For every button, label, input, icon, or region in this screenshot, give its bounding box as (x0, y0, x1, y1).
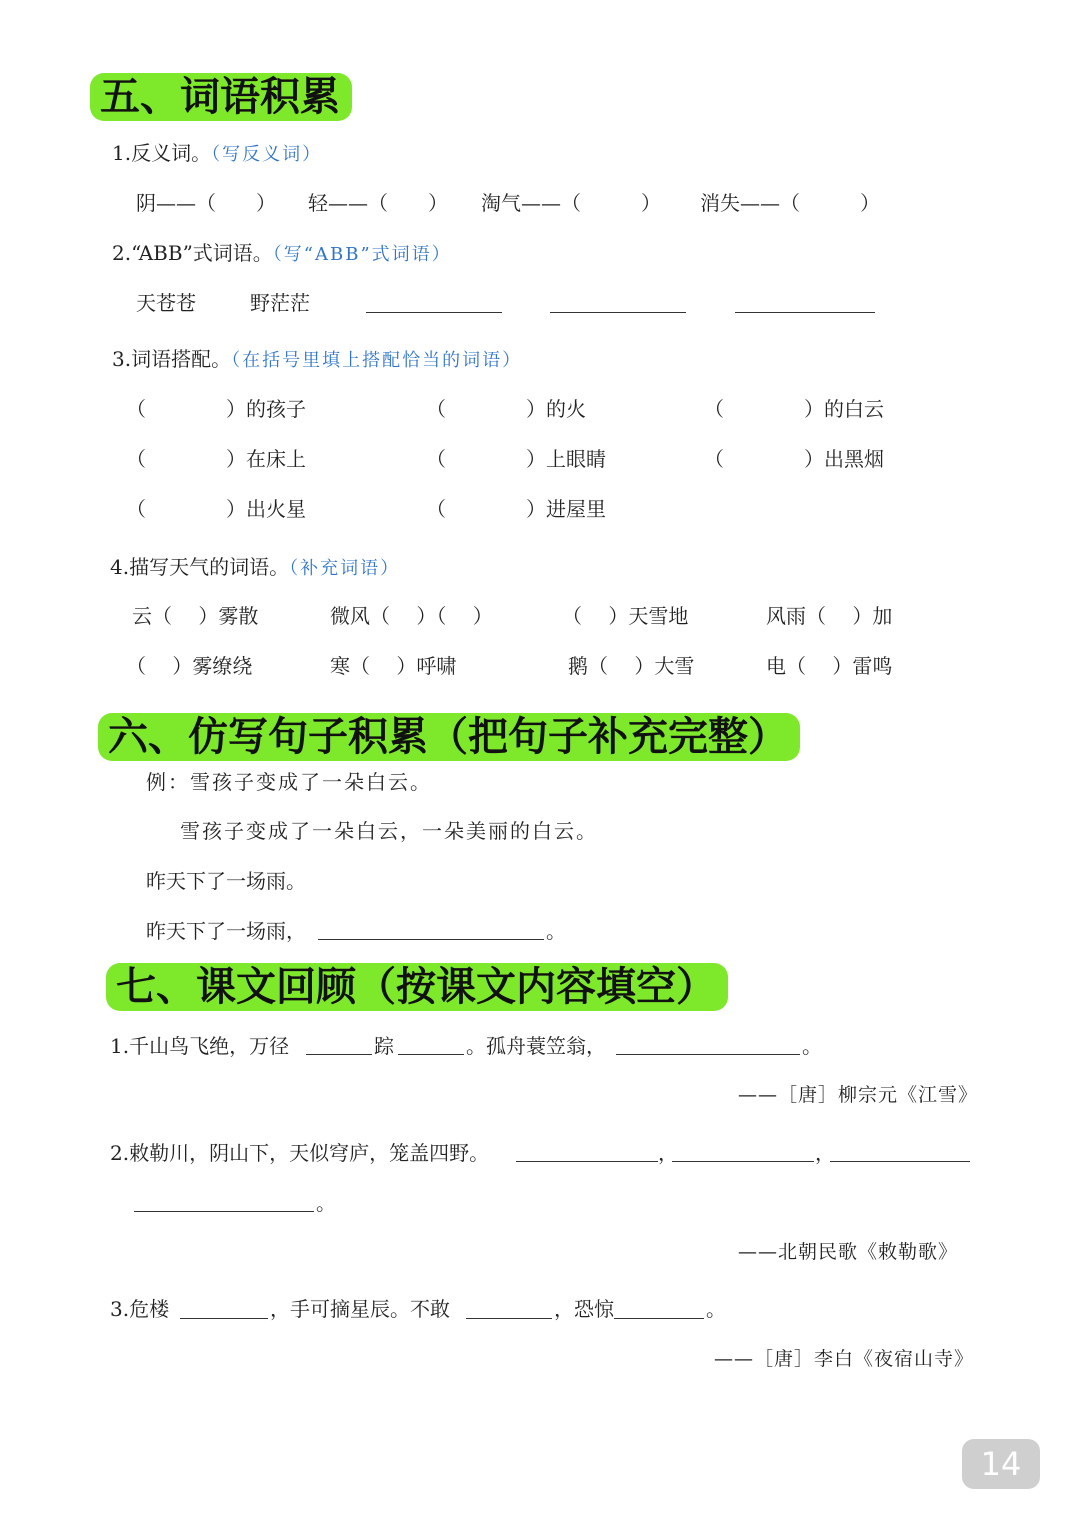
poem2-comma: ， (658, 1141, 678, 1165)
poem1-part: 踪 (374, 1034, 394, 1058)
q1-title: 1.反义词。 (112, 141, 212, 165)
section-6-heading: 六、仿写句子积累（把句子补充完整） (98, 713, 800, 761)
poem1-blank[interactable] (306, 1054, 372, 1055)
poem3-source: ——［唐］李白《夜宿山寺》 (714, 1348, 975, 1370)
poem3-part: ，手可摘星辰。不敢 (270, 1297, 450, 1321)
q3-label (112, 343, 522, 372)
poem2-blank[interactable] (830, 1161, 970, 1162)
q1-label (112, 137, 322, 166)
poem2-blank[interactable] (516, 1161, 658, 1162)
q4-hint: （补充词语） (289, 558, 401, 579)
poem3-part: 。 (706, 1297, 726, 1321)
practice-sentence: 昨天下了一场雨。 (146, 869, 306, 893)
poem3-part: 3.危楼 (110, 1297, 170, 1321)
poem3-blank[interactable] (180, 1318, 268, 1319)
q4-label (110, 551, 400, 580)
collocation-item: （ ）出黑烟 (704, 447, 884, 471)
poem2-blank[interactable] (134, 1211, 314, 1212)
practice-blank[interactable] (318, 939, 544, 940)
q2-label (112, 237, 452, 266)
poem2-end: 。 (316, 1191, 336, 1215)
weather-item: 鹅（ ）大雪 (568, 654, 695, 678)
collocation-item: （ ）上眼睛 (426, 447, 606, 471)
poem1-source: ——［唐］柳宗元《江雪》 (738, 1084, 979, 1106)
poem1-blank[interactable] (616, 1054, 800, 1055)
poem1-part: 1.千山鸟飞绝，万径 (110, 1034, 290, 1058)
antonym-item: 阴——（ ） (136, 191, 276, 215)
q3-title: 3.词语搭配。 (112, 347, 232, 371)
section-5-heading: 五、词语积累 (90, 73, 352, 121)
weather-item: （ ）雾缭绕 (126, 654, 253, 678)
poem3-part: ，恐惊 (554, 1297, 614, 1321)
poem2-part: 2.敕勒川，阴山下，天似穹庐，笼盖四野。 (110, 1141, 490, 1165)
example-answer: 雪孩子变成了一朵白云，一朵美丽的白云。 (180, 819, 598, 843)
section-7-heading: 七、课文回顾（按课文内容填空） (106, 963, 728, 1011)
collocation-item: （ ）的火 (426, 397, 586, 421)
q1-hint: （写反义词） (211, 144, 323, 165)
weather-item: 云（ ）雾散 (132, 604, 259, 628)
collocation-item: （ ）在床上 (126, 447, 306, 471)
collocation-item: （ ）的孩子 (126, 397, 306, 421)
poem2-comma: ， (815, 1141, 835, 1165)
q2-hint: （写“ABB”式词语） (272, 244, 452, 265)
poem1-part: 。孤舟蓑笠翁， (466, 1034, 606, 1058)
antonym-item: 淘气——（ ） (481, 191, 661, 215)
poem2-blank[interactable] (672, 1161, 814, 1162)
poem3-blank[interactable] (614, 1318, 704, 1319)
q2-title: 2.“ABB”式词语。 (112, 241, 273, 265)
weather-item: 电（ ）雷鸣 (766, 654, 893, 678)
page-number-badge: 14 (962, 1439, 1040, 1489)
poem2-source: ——北朝民歌《敕勒歌》 (738, 1241, 959, 1263)
abb-example: 野茫茫 (250, 291, 310, 315)
collocation-item: （ ）进屋里 (426, 497, 606, 521)
antonym-item: 轻——（ ） (308, 191, 448, 215)
weather-item: 寒（ ）呼啸 (330, 654, 457, 678)
practice-prompt: 昨天下了一场雨， (146, 919, 306, 943)
collocation-item: （ ）的白云 (704, 397, 884, 421)
example-sentence: 例：雪孩子变成了一朵白云。 (146, 770, 432, 794)
poem1-part: 。 (802, 1034, 822, 1058)
abb-blank[interactable] (366, 312, 502, 313)
q4-title: 4.描写天气的词语。 (110, 555, 290, 579)
abb-blank[interactable] (550, 312, 686, 313)
weather-item: 风雨（ ）加 (766, 604, 893, 628)
collocation-item: （ ）出火星 (126, 497, 306, 521)
abb-blank[interactable] (735, 312, 875, 313)
abb-example: 天苍苍 (136, 291, 196, 315)
q3-hint: （在括号里填上搭配恰当的词语） (231, 350, 523, 371)
weather-item: 微风（ ）（ ） (330, 604, 493, 628)
poem1-blank[interactable] (398, 1054, 464, 1055)
poem3-blank[interactable] (466, 1318, 552, 1319)
weather-item: （ ）天雪地 (562, 604, 689, 628)
practice-end: 。 (546, 919, 566, 943)
antonym-item: 消失——（ ） (700, 191, 880, 215)
